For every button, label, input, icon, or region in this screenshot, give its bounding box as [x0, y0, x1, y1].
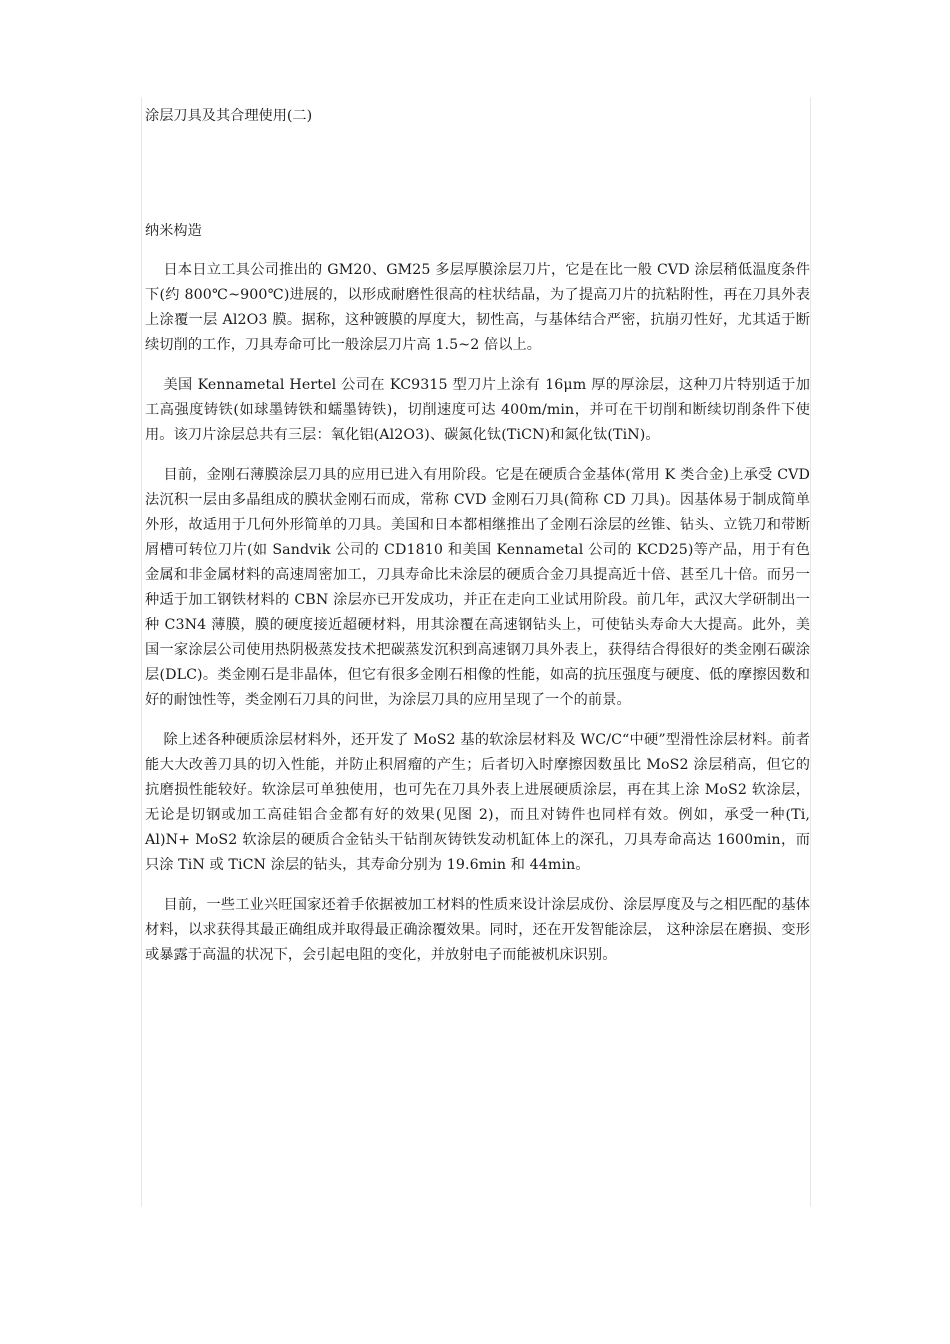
paragraph-diamond-coating: 目前，金刚石薄膜涂层刀具的应用已进入有用阶段。它是在硬质合金基体(常用 K 类合金)上承受 CVD 法沉积一层由多晶组成的膜状金刚石而成，常称 CVD 金刚石刀具(简称 CD 刀具)。因基体易于制成简单外形，故适用于几何外形简单的刀具。美国和日本都相继推出了金刚石涂层的丝锥、钻头、立铣刀和带断屑槽可转位刀片(如 Sandvik 公司的 CD1810 和美国 Kennametal 公司的 KCD25)等产品，用于有色金属和非金属材料的高速周密加工，刀具寿命比未涂层的硬质合金刀具提高近十倍、甚至几十倍。而另一种适于加工钢铁材料的 CBN 涂层亦已开发成功，并正在走向工业试用阶段。前几年，武汉大学研制出一种 C3N4 薄膜，膜的硬度接近超硬材料，用其涂覆在高速钢钻头上，可使钻头寿命大大提高。此外，美国一家涂层公司使用热阴极蒸发技术把碳蒸发沉积到高速钢刀具外表上，获得结合得很好的类金刚石碳涂层(DLC)。类金刚石是非晶体，但它有很多金刚石相像的性能，如高的抗压强度与硬度、低的摩擦因数和好的耐蚀性等，类金刚石刀具的问世，为涂层刀具的应用呈现了一个的前景。 [145, 467, 810, 708]
document-title: 涂层刀具及其合理使用(二) [145, 108, 313, 124]
paragraph-hitachi: 日本日立工具公司推出的 GM20、GM25 多层厚膜涂层刀片，它是在比一般 CVD 涂层稍低温度条件下(约 800℃~900℃)进展的，以形成耐磨性很高的柱状结晶，为了提高刀片的抗粘附性，再在刀具外表上涂覆一层 Al2O3 膜。据称，这种镀膜的厚度大，韧性高，与基体结合严密，抗崩刃性好，尤其适于断续切削的工作，刀具寿命可比一般涂层刀片高 1.5~2 倍以上。 [145, 262, 810, 353]
paragraph-smart-coating: 目前，一些工业兴旺国家还着手依据被加工材料的性质来设计涂层成份、涂层厚度及与之相匹配的基体材料，以求获得其最正确组成并取得最正确涂覆效果。同时，还在开发智能涂层， 这种涂层在磨损、变形或暴露于高温的状况下，会引起电阻的变化，并放射电子而能被机床识别。 [145, 897, 810, 963]
section-heading: 纳米构造 [145, 223, 202, 239]
document-body [145, 104, 810, 968]
paragraph-soft-coating: 除上述各种硬质涂层材料外，还开发了 MoS2 基的软涂层材料及 WC/C“中硬”型滑性涂层材料。前者能大大改善刀具的切入性能，并防止积屑瘤的产生；后者切入时摩擦因数虽比 MoS2 涂层稍高，但它的抗磨损性能较好。软涂层可单独使用，也可先在刀具外表上进展硬质涂层，再在其上涂 MoS2 软涂层，无论是切钢或加工高硅铝合金都有好的效果(见图 2)，而且对铸件也同样有效。例如，承受一种(Ti, Al)N+ MoS2 软涂层的硬质合金钻头干钻削灰铸铁发动机缸体上的深孔，刀具寿命高达 1600min，而只涂 TiN 或 TiCN 涂层的钻头，其寿命分别为 19.6min 和 44min。 [145, 732, 810, 873]
paragraph-kennametal: 美国 Kennametal Hertel 公司在 KC9315 型刀片上涂有 16μm 厚的厚涂层，这种刀片特别适于加工高强度铸铁(如球墨铸铁和蠕墨铸铁)，切削速度可达 400m/min，并可在干切削和断续切削条件下使用。该刀片涂层总共有三层：氧化铝(Al2O3)、碳氮化钛(TiCN)和氮化钛(TiN)。 [145, 377, 810, 443]
